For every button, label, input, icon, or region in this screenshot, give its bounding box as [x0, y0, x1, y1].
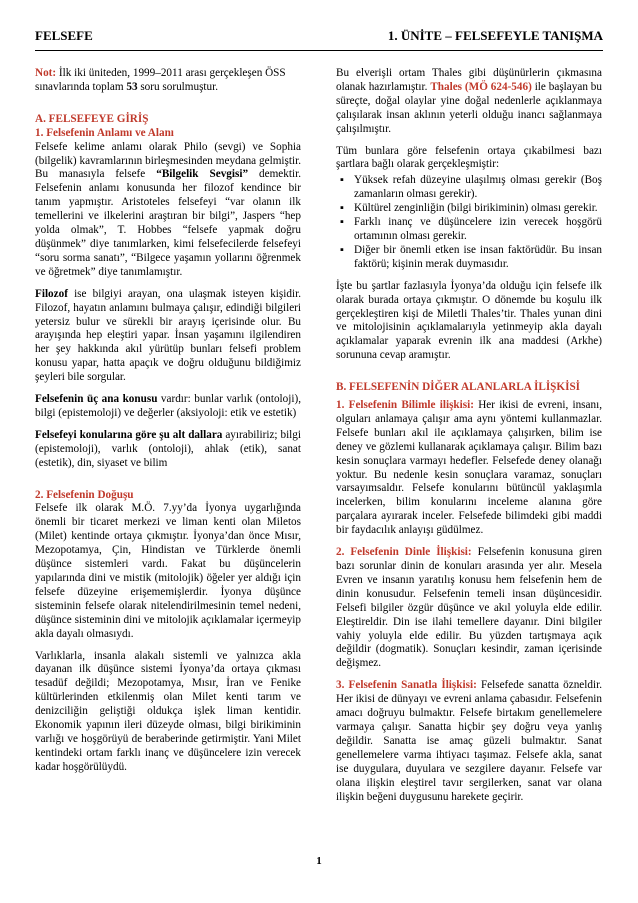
r-p1-text-a: Bu elverişli ortam Thales gibi düşünürlerin çıkmasına olanak hazırlamıştır. — [336, 67, 602, 93]
paragraph-ionia: Varlıklarla, insanla alakalı sistemli ve yalnızca akla dayanan ilk düşünce sistemi İyonya’da ortaya çıkması tesadüf değildi; Mezopotamya, Mısır, İran ve Fenike kültürlerinden etkilenmiş olan Milet kenti tarım ve denizciliğin geliştiği oldukça işlek liman kentidir. Ekonomik yapının ileri düzeyde olması, bilgi birikiminin varlığı ve hoşgörüyü de beraberinde getirmiştir. Yani Milet kentindeki ortam farklı inanç ve düşüncelere izin verecek kadar hoşgörülüydü. — [35, 649, 301, 773]
science-text: Her ikisi de evreni, insanı, olguları anlamaya çalışır ama aynı yöntemi kullanmazlar. Felsefe bunları akıl ile açıklamaya çalışırken, bilim ise deney ve gözlemi kullanarak açıklamaya çalışır. Bilim bazı kesin sonuçlara varmayı hedefler. Felsefede deney olanağı yoktur. Bu nedenle kesin sonuçlara varamaz, sonuçları varsayımsaldır. Felsefe konularını bütüncül yaklaşımla incelerken, bilim konularını inceleme alanına göre parçalara ayırarak inceler. Felsefede bilimdeki gibi maddi bir faydacılık anlayışı güdülmez. — [336, 399, 602, 537]
page-header — [35, 28, 603, 48]
r-p1-thales: Thales (MÖ 624-546) — [430, 80, 532, 93]
header-unit-title: 1. ÜNİTE – FELSEFEYLE TANIŞMA — [387, 28, 603, 43]
p4-bold: Felsefeyi konularına göre şu alt dallara — [35, 428, 223, 441]
header-subject: FELSEFE — [35, 28, 93, 43]
p4-text: ayırabiliriz; bilgi (epistemoloji), varlık (ontoloji), ahlak (etik), sanat (estetik), din, siyaset ve bilim — [35, 428, 301, 469]
note-text-b: soru sorulmuştur. — [137, 80, 219, 93]
p2-text: ise bilgiyi arayan, ona ulaşmak isteyen kişidir. Filozof, hayatın anlamını bulmaya çalışır, edindiği bilgileri yetersiz bulur ve sürekli bir arayış içerisinde olur. Bu arayışında hep eleştiri yapar. İnsan yaşamını ilgilendiren her şey hakkında akıl yürütüp bunları felsefi problem konusu yapar, hatta apaçık ve doğru olduğunu bildiğimiz şeyleri bile sorgular. — [35, 287, 301, 384]
paragraph-religion — [336, 546, 602, 671]
section-b-heading: B. FELSEFENİN DİĞER ALANLARLA İLİŞKİSİ — [336, 381, 581, 394]
note-label: Not: — [35, 67, 57, 79]
paragraph-art — [336, 679, 602, 804]
list-item: ▪ Yüksek refah düzeyine ulaşılmış olması gerekir (Boş zamanların olması gerekir). — [354, 174, 602, 202]
paragraph-philosopher — [35, 288, 301, 385]
paragraph-conditions-intro: Tüm bunlara göre felsefenin ortaya çıkabilmesi bazı şartlara bağlı olarak gerçekleşmiştir: — [336, 144, 602, 171]
paragraph-birth: Felsefe ilk olarak M.Ö. 7.yy’da İyonya uygarlığında önemli bir ticaret merkezi ve liman kenti olan Miletos (Milet) kentinde ortaya çıkmıştır. İyonya’dan önce Mısır, Mezopotamya, Çin, Hindistan ve Türklerde önemli düşünce sistemleri vardı. Fakat bu düşüncelerin yapılarında dini ve mistik (mitolojik) öğeler yer aldığı için felsefe düzeyine erişememişlerdir. İyonya düşünce sisteminin felsefe olarak nitelendirilmesinin temel nedeni, düşünce sisteminin dini ve mitolojik açıklamalar içermeyip akla dayalı olmasıydı. — [35, 502, 301, 640]
p1-bold: “Bilgelik Sevgisi” — [156, 168, 249, 181]
p2-bold: Filozof — [35, 287, 68, 300]
list-item: ▪ Kültürel zenginliğin (bilgi birikiminin) olması gerekir. — [354, 202, 602, 216]
left-column — [35, 67, 301, 783]
religion-title: 2. Felsefenin Dinle İlişkisi: — [336, 546, 472, 559]
p3-text: vardır: bunlar varlık (ontoloji), bilgi (epistemoloji) ve değerler (aksiyoloji: etik ve estetik) — [35, 393, 301, 419]
paragraph-philosophy-meaning — [35, 141, 301, 280]
p3-bold: Felsefenin üç ana konusu — [35, 393, 158, 406]
subsection-2-heading: 2. Felsefenin Doğuşu — [35, 488, 134, 501]
section-a-heading: A. FELSEFEYE GİRİŞ — [35, 112, 149, 125]
page-number: 1 — [316, 855, 322, 867]
paragraph-three-topics — [35, 393, 301, 421]
r-p1-text-c: ile başlayan bu süreçte, doğal olaylar yine doğal nedenlerle açıklanmaya çalışılarak insan aklının yeterli olduğu inancı sağlanmaya çalışılmıştır. — [336, 80, 602, 135]
p1-text-c: demektir. Felsefenin anlamı konusunda her filozof kendince bir tanım yapmıştır. Aristoteles felsefeyi “var olanın ilk temellerini ve ilkelerini araştıran bir bilgi”, Jaspers “hep yolda olmak”, T. Hobbes “felsefe yapmak doğru düşünmek” diye tanımlarken, kimi felsefecilerde felsefeyi “soru sorma sanatı”, “Bilgece yaşamın yollarını öğrenmek ve öğretmek” diye tanımlamıştır. — [35, 168, 301, 278]
paragraph-science — [336, 399, 602, 538]
header-divider — [35, 50, 603, 51]
conditions-list — [336, 174, 602, 271]
paragraph-thales — [336, 67, 602, 137]
science-title: 1. Felsefenin Bilimle ilişkisi: — [336, 399, 474, 412]
note-number: 53 — [126, 80, 138, 93]
paragraph-branches — [35, 429, 301, 471]
note-paragraph — [35, 67, 301, 95]
religion-text: Felsefenin konusuna giren bazı sorunlar dinin de konuları arasında yer alır. Mesela Evren ve insanın yaratılış konusu hem felsefenin hem de dinin konusudur. Felsefenin temeli insan düşüncesidir. Felsefi bilgiler özgür düşünce ve akıl yoluyla elde edilir. Eleştireldir. Din ise ilahi temellere dayanır. Dini bilgiler vahiy yoluyla elde edilir. Bu yüzden tartışmaya açık değildir (dogmatik). Sonuçları kesindir, zaman içerisinde değişmez. — [336, 546, 602, 670]
list-item: ▪ Diğer bir önemli etken ise insan faktörüdür. Bu insan faktörü; kişinin merak duymasıdır. — [354, 244, 602, 272]
p1-text-a: Felsefe kelime anlamı olarak Philo (sevgi) ve Sophia (bilgelik) kavramlarının birleşmesinden meydana gelmiştir. Bu manasıyla felsefe — [35, 140, 301, 181]
paragraph-ionia-conditions: İşte bu şartlar fazlasıyla İyonya’da olduğu için felsefe ilk olarak burada ortaya çıkmıştır. O dönemde bu koşulu ilk gerçekleştiren kişi de Miletli Thales’tir. Thales yunan dini ve mitolojisinin açıklamalarıyla yetinmeyip akla dayalı açıklamalar yaparak evrenin ilk ana maddesi (Arkhe) sorununa cevap aramıştır. — [336, 279, 602, 362]
art-text: Felsefede sanatta özneldir. Her ikisi de dünyayı ve evreni anlama çabasıdır. Felsefenin amacı doğruyu bulmaktır. Felsefe birtakım genellemelere varmaya çalışır. Sanatta hiçbir şey doğru veya yanlış değildir. Sanatta ise amaç güzeli bulmaktır. Sanat genellemelere varma ihtiyacı taşımaz. Felsefe akla, sanat ise duygulara, duyulara ve sezgilere dayanır. Felsefe var olana ilişkin eleştirel tavır sergilerken, sanat var olana ilişkin beğeni duygusunu harekete geçirir. — [336, 679, 602, 803]
right-column — [336, 67, 602, 812]
subsection-1-heading: 1. Felsefenin Anlamı ve Alanı — [35, 126, 174, 139]
list-item: ▪ Farklı inanç ve düşüncelere izin verecek hoşgörü ortamının olması gerekir. — [354, 216, 602, 244]
note-text-a: İlk iki üniteden, 1999–2011 arası gerçekleşen ÖSS sınavlarında toplam — [35, 67, 286, 93]
art-title: 3. Felsefenin Sanatla İlişkisi: — [336, 679, 477, 692]
